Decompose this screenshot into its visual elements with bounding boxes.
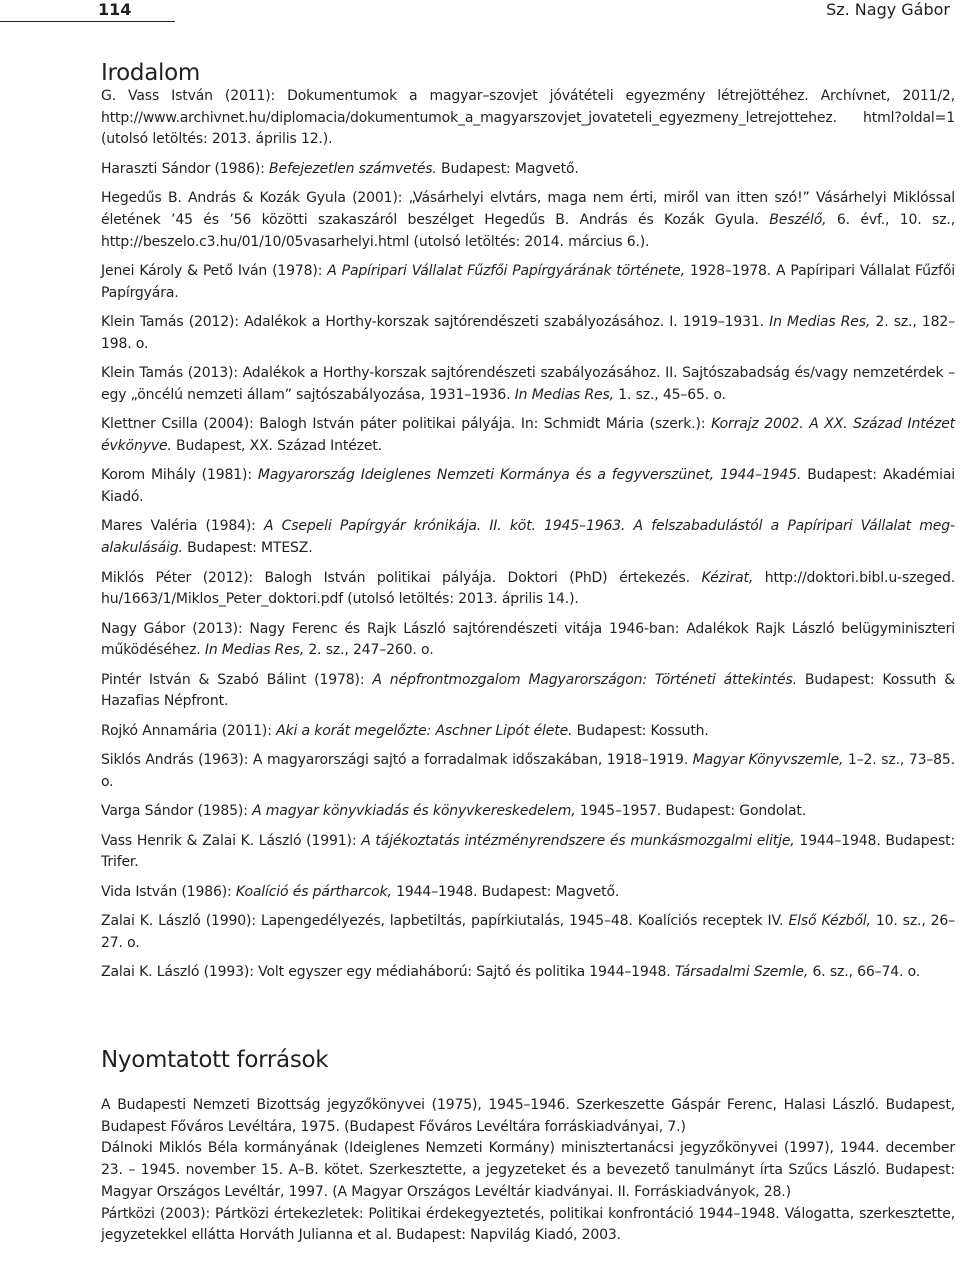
reference-entry xyxy=(101,619,955,662)
reference-text: 10. sz., 26–27. o. xyxy=(101,913,956,951)
page-header xyxy=(0,0,960,22)
reference-title-italic: Aki a korát megelőzte: Aschner Lipót élete. xyxy=(276,722,573,739)
reference-text: Budapest: Magvető. xyxy=(436,160,579,177)
reference-entry xyxy=(101,962,955,984)
reference-title-italic: A magyar könyvkiadás és könyvkereskedelem, xyxy=(252,803,576,820)
reference-title-italic: Koalíció és pártharcok, xyxy=(235,883,392,900)
reference-text: Siklós András (1963): A magyarországi sajtó a forradalmak időszakában, 1918–1919. xyxy=(101,752,693,769)
reference-text: Rojkó Annamária (2011): xyxy=(101,722,277,739)
reference-title-italic: Magyarország Ideiglenes Nemzeti Kormánya és a fegyverszünet, 1944–1945. xyxy=(257,467,802,484)
reference-text: 1928–1978. A Papíripari Vállalat Fűzfői Papírgyára. xyxy=(101,262,955,301)
reference-text: Miklós Péter (2012): Balogh István politikai pályája. Doktori (PhD) értekezés. xyxy=(101,569,702,586)
printed-sources-list xyxy=(101,1095,955,1247)
reference-text: Vida István (1986): xyxy=(101,883,236,900)
section-title-nyomtatott-forrasok: Nyomtatott források xyxy=(101,1047,329,1073)
reference-text: Klettner Csilla (2004): Balogh István páter politikai pályája. In: Schmidt Mária (szerk.): xyxy=(101,416,712,433)
reference-title-italic: In Medias Res, xyxy=(769,314,871,331)
reference-title-italic: Befejezetlen számvetés. xyxy=(269,160,437,177)
reference-title-italic: Első Kézből, xyxy=(788,913,871,930)
reference-text: Hegedűs B. András & Kozák Gyula (2001): „Vásárhelyi elvtárs, maga nem érti, miről van itten szó!” Vásárhelyi Miklóssal életének ’45 és ’56 közötti szakaszáról beszélget Hegedűs B. András és Kozák Gyula. xyxy=(101,190,955,228)
reference-text: Haraszti Sándor (1986): xyxy=(101,160,270,177)
reference-entry xyxy=(101,312,955,355)
reference-entry xyxy=(101,831,955,874)
reference-entry xyxy=(101,1138,955,1203)
reference-title-italic: Társadalmi Szemle, xyxy=(674,964,809,981)
reference-text: Budapest: Kossuth & Hazafias Népfront. xyxy=(101,671,955,710)
reference-text: Budapest, XX. Század Intézet. xyxy=(171,437,382,454)
reference-text: Klein Tamás (2013): Adalékok a Horthy-korszak sajtórendészeti szabályozásához. II. Sajtószabadság és/vagy nemzetérdek – egy „öncélú nemzeti állam” sajtószabályozása, 1931–1936. xyxy=(101,365,955,403)
reference-entry xyxy=(101,465,955,508)
reference-title-italic: A Csepeli Papírgyár krónikája. II. köt. 1945–1963. A felszabadulástól a Papíripari Vállalat megalakulásáig. xyxy=(101,518,955,557)
reference-entry xyxy=(101,188,955,253)
reference-entry xyxy=(101,882,955,904)
reference-entry xyxy=(101,363,955,406)
reference-entry xyxy=(101,1095,955,1138)
reference-entry xyxy=(101,1204,955,1247)
reference-text: Varga Sándor (1985): xyxy=(101,803,253,820)
reference-text: 6. sz., 66–74. o. xyxy=(808,964,921,981)
reference-text: Dálnoki Miklós Béla kormányának (Ideiglenes Nemzeti Kormány) minisztertanácsi jegyzőkönyvei (1997), 1944. december 23. – 1945. november 15. A–B. kötet. Szerkesztette, a jegyzeteket és a bevezető tanulmányt írta Szűcs László. Budapest: Magyar Országos Levéltár, 1997. (A Magyar Országos Levéltár kiadványai. II. Forráskiadványok, 28.) xyxy=(101,1140,955,1200)
reference-text: Zalai K. László (1993): Volt egyszer egy médiaháború: Sajtó és politika 1944–1948. xyxy=(101,964,675,981)
reference-title-italic: A Papíripari Vállalat Fűzfői Papírgyárának története, xyxy=(327,262,685,279)
reference-title-italic: A népfrontmozgalom Magyarországon: Történeti áttekintés. xyxy=(372,671,797,688)
page-number: 114 xyxy=(0,0,175,22)
reference-text: Korom Mihály (1981): xyxy=(101,467,258,484)
reference-text: 1–2. sz., 73–85. o. xyxy=(101,752,955,790)
reference-text: Jenei Károly & Pető Iván (1978): xyxy=(101,262,328,279)
reference-title-italic: Beszélő, xyxy=(769,211,827,228)
reference-text: Vass Henrik & Zalai K. László (1991): xyxy=(101,832,362,849)
reference-title-italic: A tájékoztatás intézményrendszere és munkásmozgalmi elitje, xyxy=(361,832,795,849)
reference-text: Mares Valéria (1984): xyxy=(101,518,264,535)
reference-entry xyxy=(101,414,955,457)
reference-text: 6. évf., 10. sz., http://beszelo.c3.hu/01/10/05vasarhelyi.html (utolsó letöltés: 2014. március 6.). xyxy=(101,211,955,250)
section-title-irodalom: Irodalom xyxy=(101,60,200,86)
reference-entry xyxy=(101,86,955,151)
reference-entry xyxy=(101,911,955,954)
reference-text: 1944–1948. Budapest: Magvető. xyxy=(391,883,620,900)
reference-title-italic: Kézirat, xyxy=(701,569,754,586)
reference-text: Pintér István & Szabó Bálint (1978): xyxy=(101,671,373,688)
reference-text: G. Vass István (2011): Dokumentumok a magyar–szovjet jóvátételi egyezmény létrejöttéhez. Archívnet, 2011/2, http://www.archivnet.hu/diplomacia/dokumentumok_a_magyarszovjet_jovateteli_egyezmeny_letrejottehez. html?oldal=1 (utolsó letöltés: 2013. április 12.). xyxy=(101,88,955,148)
reference-entry xyxy=(101,159,955,181)
reference-list xyxy=(101,86,955,992)
reference-entry xyxy=(101,750,955,793)
reference-entry xyxy=(101,516,955,559)
reference-entry xyxy=(101,261,955,304)
running-head: Sz. Nagy Gábor xyxy=(826,0,950,19)
reference-text: 1945–1957. Budapest: Gondolat. xyxy=(575,803,807,820)
reference-title-italic: Magyar Könyvszemle, xyxy=(692,752,844,769)
reference-entry xyxy=(101,801,955,823)
reference-entry xyxy=(101,670,955,713)
reference-title-italic: In Medias Res, xyxy=(204,642,305,659)
reference-text: Pártközi (2003): Pártközi értekezletek: Politikai érdekegyeztetés, politikai konfrontáció 1944–1948. Válogatta, szerkesztette, jegyzetekkel ellátta Horváth Julianna et al. Budapest: Napvilág Kiadó, 2003. xyxy=(101,1205,955,1244)
reference-text: Budapest: Kossuth. xyxy=(572,722,709,739)
reference-text: 2. sz., 247–260. o. xyxy=(304,642,434,659)
reference-text: Nagy Gábor (2013): Nagy Ferenc és Rajk László sajtórendészeti vitája 1946-ban: Adalékok Rajk László belügyminiszteri működéséhez. xyxy=(101,620,955,659)
reference-text: A Budapesti Nemzeti Bizottság jegyzőkönyvei (1975), 1945–1946. Szerkeszette Gáspár Ferenc, Halasi László. Budapest, Budapest Főváros Levéltára, 1975. (Budapest Főváros Levéltára forráskiadványai, 7.) xyxy=(101,1097,955,1135)
reference-text: Zalai K. László (1990): Lapengedélyezés, lapbetiltás, papírkiutalás, 1945–48. Koalíciós receptek IV. xyxy=(101,913,789,930)
reference-text: Budapest: Akadémiai Kiadó. xyxy=(101,467,955,506)
reference-title-italic: Korrajz 2002. A XX. Század Intézet évkönyve. xyxy=(101,416,956,454)
reference-text: 1944–1948. Budapest: Trifer. xyxy=(101,832,956,871)
reference-text: 2. sz., 182–198. o. xyxy=(101,314,955,352)
reference-text: Klein Tamás (2012): Adalékok a Horthy-korszak sajtórendészeti szabályozásához. I. 1919–1931. xyxy=(101,314,770,331)
reference-title-italic: In Medias Res, xyxy=(514,386,614,403)
reference-text: Budapest: MTESZ. xyxy=(182,540,313,557)
reference-text: 1. sz., 45–65. o. xyxy=(613,386,726,403)
reference-entry xyxy=(101,568,955,611)
reference-text: http://doktori.bibl.u-szeged. hu/1663/1/Miklos_Peter_doktori.pdf (utolsó letöltés: 2013. április 14.). xyxy=(101,569,955,608)
reference-entry xyxy=(101,721,955,743)
